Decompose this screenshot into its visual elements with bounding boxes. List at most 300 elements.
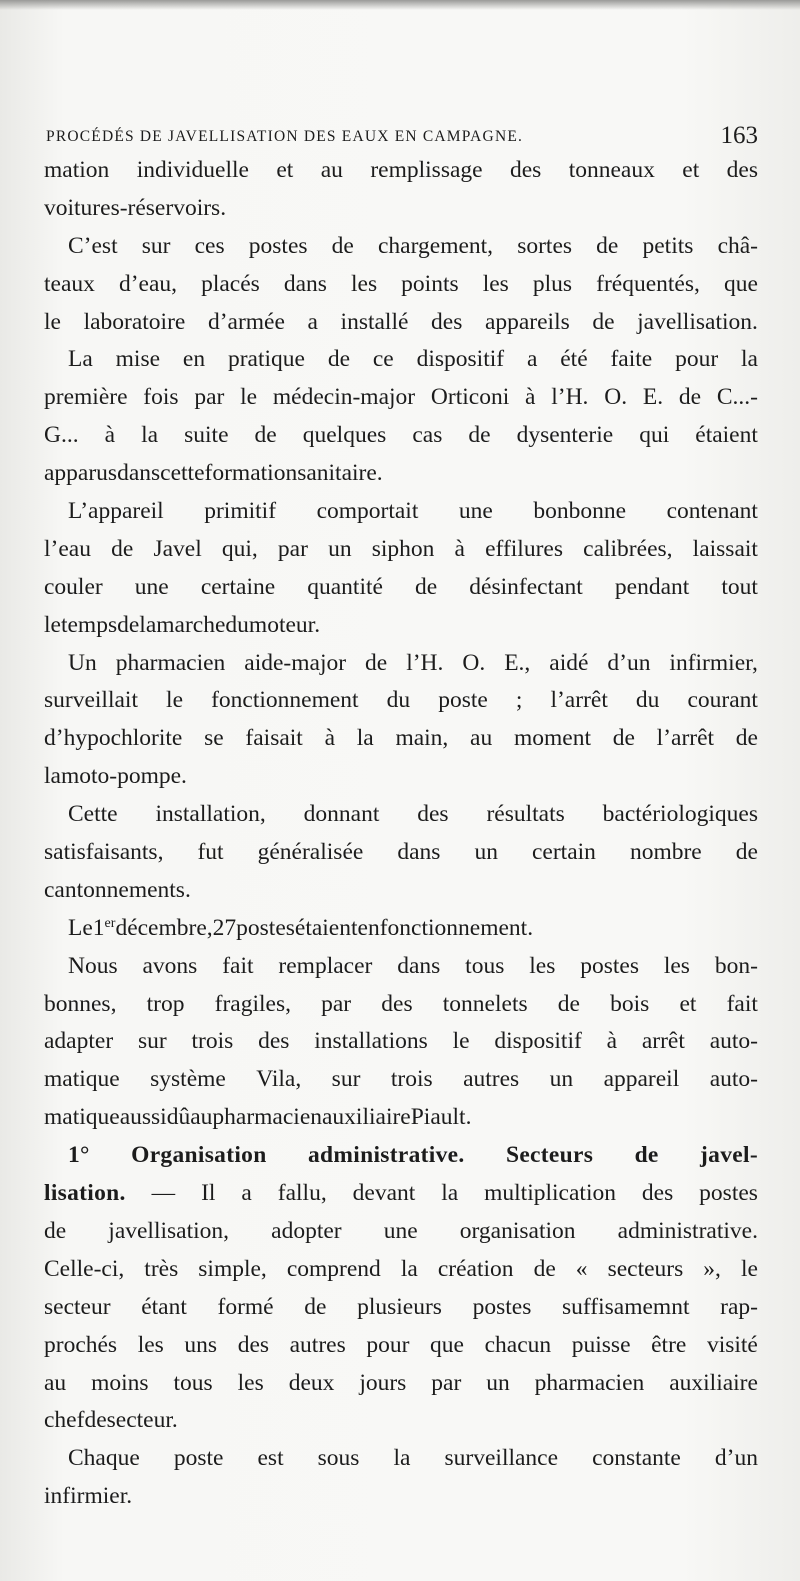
word: l’eau (44, 535, 91, 562)
word: O. (604, 384, 628, 411)
running-title: PROCÉDÉS DE JAVELLISATION DES EAUX EN CAMPAGNE. (46, 128, 524, 145)
word: javellisation, (108, 1217, 230, 1244)
word: la (393, 1445, 411, 1472)
word: des (726, 157, 758, 183)
word: en (357, 914, 380, 941)
word: les (482, 270, 509, 297)
word: bonbonne (533, 498, 627, 525)
word: dû (166, 1104, 191, 1131)
word: de (557, 990, 580, 1017)
text-line (44, 1023, 758, 1061)
word: le (44, 308, 61, 335)
word: des (417, 801, 449, 828)
word: par (431, 1369, 462, 1396)
word: médecin-major (272, 384, 416, 411)
word: autres (289, 1331, 346, 1358)
word: l’arrêt (550, 687, 608, 714)
word: organisation (459, 1217, 576, 1244)
word: plus (532, 270, 573, 297)
word: cas (412, 422, 443, 449)
word: Celle-ci, (44, 1255, 125, 1282)
word: de (117, 611, 140, 638)
word: une (383, 1217, 418, 1244)
word: de (304, 1293, 327, 1320)
word: surveillait (44, 687, 138, 714)
word: donnant (303, 801, 380, 828)
word: les (137, 1331, 164, 1358)
word: au (190, 1104, 213, 1131)
word: certain (531, 839, 596, 866)
word: O. (462, 649, 486, 676)
text-line (44, 872, 758, 910)
word: le (240, 384, 258, 411)
text-line (44, 569, 758, 607)
bold-word: lisation. (44, 1180, 126, 1207)
word: C’est (68, 232, 118, 259)
word: primitif (204, 498, 277, 525)
word: marche (156, 611, 226, 638)
word: pharmacien (115, 649, 226, 676)
word: 27 (212, 914, 237, 941)
word: administrative. (617, 1217, 758, 1244)
word: ces (194, 232, 225, 259)
word: appareil (603, 1066, 680, 1093)
word: postes (472, 1293, 532, 1320)
word: bon- (714, 952, 758, 979)
word: première (44, 384, 128, 411)
word: trois (191, 1028, 234, 1055)
word: tout (721, 573, 758, 600)
word: d’armée (207, 308, 285, 335)
word: Piault. (410, 1104, 472, 1131)
word: résultats (486, 801, 565, 828)
word: points (401, 270, 459, 297)
word: de (735, 725, 758, 752)
word: pharmacien (212, 1104, 322, 1131)
word: adopter (271, 1217, 342, 1244)
text-line (44, 910, 758, 948)
word: à (606, 1028, 618, 1055)
word: formé (217, 1293, 274, 1320)
bold-word: Organisation (131, 1142, 267, 1169)
word: en (182, 346, 206, 373)
word: châ- (717, 232, 758, 259)
word: postes (248, 232, 308, 259)
text-line (44, 455, 758, 493)
word: au (470, 725, 493, 752)
text-line (44, 1365, 758, 1403)
word: secteurs (607, 1255, 684, 1282)
word: teaux (44, 270, 95, 297)
word: mise (115, 346, 161, 373)
word: moins (91, 1369, 149, 1396)
text-line (44, 190, 758, 228)
word: été (560, 346, 588, 373)
word: des (237, 1331, 270, 1358)
word: voitures-réservoirs. (44, 194, 227, 221)
word: surveillance (444, 1445, 559, 1472)
bold-word: javel- (700, 1142, 758, 1169)
word: contenant (666, 498, 758, 525)
word: de (415, 573, 438, 600)
word: tous (173, 1369, 213, 1396)
word: puisse (571, 1331, 631, 1358)
word: les (351, 270, 378, 297)
bold-word: 1° (68, 1142, 90, 1169)
word: autres (463, 1066, 520, 1093)
word: de (612, 725, 635, 752)
word: des (509, 157, 542, 183)
word: Chaque (68, 1445, 140, 1472)
word: sanitaire. (297, 460, 383, 487)
word: que (723, 270, 758, 297)
word: auto- (709, 1028, 758, 1055)
word: que (430, 1331, 464, 1358)
text-line (44, 304, 758, 342)
word: », (703, 1255, 721, 1282)
word: moteur. (248, 611, 321, 638)
word: quantité (307, 573, 383, 600)
text-line (44, 266, 758, 304)
text-line (44, 758, 758, 796)
word: remplacer (278, 952, 373, 979)
word: placés (201, 270, 260, 297)
word: et (679, 990, 697, 1017)
word: Cette (68, 801, 118, 828)
word: deux (288, 1369, 335, 1396)
word: chef (44, 1407, 85, 1434)
word: adapter (44, 1028, 114, 1055)
word: fut (197, 839, 224, 866)
word: a (307, 308, 318, 335)
word: aide-major (244, 649, 347, 676)
word: étaient (695, 422, 758, 449)
word: des (381, 990, 413, 1017)
word: postes (580, 952, 639, 979)
text-line (44, 417, 758, 455)
page-number: 163 (720, 122, 758, 149)
word: un (474, 839, 498, 866)
word: satisfaisants, (44, 839, 164, 866)
word: E., (504, 649, 531, 676)
word: dispositif (416, 346, 505, 373)
word: cantonnements. (44, 876, 191, 903)
word: poste (438, 687, 488, 714)
word: système (150, 1066, 226, 1093)
word: javellisation. (637, 308, 758, 335)
word: faisait (245, 725, 303, 752)
word: de (365, 649, 388, 676)
text-line (44, 796, 758, 834)
word: la (356, 725, 374, 752)
word: l’arrêt (656, 725, 715, 752)
word: tonnelets (442, 990, 528, 1017)
word: Vila, (256, 1066, 302, 1093)
word: fait (726, 990, 758, 1017)
word: « (575, 1255, 588, 1282)
word: et (682, 157, 700, 183)
word: pharmacien (534, 1369, 645, 1396)
ordinal: 1er (92, 914, 116, 941)
text-line (44, 607, 758, 645)
word: installé (340, 308, 409, 335)
word: sous (317, 1445, 360, 1472)
word: au (44, 1369, 67, 1396)
word: jours (359, 1369, 407, 1396)
word: la (141, 422, 159, 449)
word: généralisée (257, 839, 364, 866)
text-line (44, 1175, 758, 1213)
word: Javel (153, 535, 202, 562)
word: installations (314, 1028, 428, 1055)
word: avons (142, 952, 198, 979)
word: moment (513, 725, 591, 752)
text-line (44, 834, 758, 872)
text-line (44, 1137, 758, 1175)
bold-word: administrative. (307, 1142, 465, 1169)
word: très (144, 1255, 179, 1282)
text-line (44, 1213, 758, 1251)
word: un (549, 1066, 574, 1093)
word: par (194, 384, 225, 411)
word: suite (184, 422, 229, 449)
word: Il (201, 1180, 216, 1207)
word: de (592, 308, 615, 335)
word: tous (465, 952, 505, 979)
word: du (635, 687, 660, 714)
word: main, (395, 725, 449, 752)
word: L’appareil (68, 498, 164, 525)
word: mation (44, 157, 110, 183)
word: un (486, 1369, 510, 1396)
word: devant (352, 1180, 416, 1207)
word: siphon (371, 535, 435, 562)
word: infirmier, (669, 649, 758, 676)
word: de (254, 422, 277, 449)
word: bonnes, (44, 990, 117, 1017)
word: matique (44, 1066, 120, 1093)
word: fait (222, 952, 254, 979)
word: simple, (198, 1255, 267, 1282)
word: laissait (692, 535, 758, 562)
word: ce (372, 346, 394, 373)
word: dysenterie (516, 422, 614, 449)
word: de (735, 839, 758, 866)
text-line (44, 682, 758, 720)
text-line (44, 1327, 758, 1365)
word: d’eau, (118, 270, 178, 297)
word: étaient (294, 914, 358, 941)
word: — (151, 1180, 176, 1207)
text-line (44, 1099, 758, 1137)
word: ; (515, 687, 523, 714)
word: de (111, 535, 134, 562)
word: des (431, 308, 463, 335)
ordinal-suffix: er (104, 915, 116, 931)
text-line (44, 152, 758, 190)
text-line (44, 720, 758, 758)
word: fallu, (277, 1180, 327, 1207)
word: Un (68, 649, 97, 676)
word: trop (146, 990, 185, 1017)
word: pendant (614, 573, 690, 600)
word: nombre (629, 839, 702, 866)
word: pour (675, 346, 719, 373)
word: chargement, (378, 232, 494, 259)
word: création (437, 1255, 514, 1282)
word: fois (143, 384, 179, 411)
word: se (204, 725, 224, 752)
word: le (166, 687, 184, 714)
word: cette (160, 460, 205, 487)
word: dans (397, 952, 441, 979)
word: uns (184, 1331, 218, 1358)
word: une (134, 573, 169, 600)
text-line (44, 1402, 758, 1440)
word: comportait (316, 498, 419, 525)
word: le (44, 611, 61, 638)
text-line (44, 1251, 758, 1289)
word: par (321, 990, 352, 1017)
text-line (44, 645, 758, 683)
word: être (651, 1331, 687, 1358)
word: arrêt (641, 1028, 685, 1055)
word: des (258, 1028, 290, 1055)
word: remplissage (370, 157, 483, 183)
word: plusieurs (357, 1293, 442, 1320)
word: et (276, 157, 294, 183)
word: multiplication (484, 1180, 616, 1207)
word: postes (699, 1180, 758, 1207)
text-line (44, 948, 758, 986)
word: installation, (155, 801, 266, 828)
word: formation (204, 460, 298, 487)
word: désinfectant (469, 573, 583, 600)
word: rap- (720, 1293, 758, 1320)
word: appareils (484, 308, 570, 335)
word: un (328, 535, 352, 562)
word: la (741, 346, 758, 373)
word: pour (366, 1331, 410, 1358)
word: bactériologiques (602, 801, 758, 828)
word: secteur. (106, 1407, 178, 1434)
word: du (225, 611, 249, 638)
word: au (320, 157, 343, 183)
word: de (468, 422, 491, 449)
word: quelques (302, 422, 387, 449)
body-text (44, 152, 758, 1516)
bold-word: de (634, 1142, 659, 1169)
word: C...- (716, 384, 758, 411)
word: a (241, 1180, 252, 1207)
word: auto- (709, 1066, 758, 1093)
text-line (44, 228, 758, 266)
running-header (46, 122, 758, 152)
word: sur (137, 1028, 167, 1055)
word: d’un (607, 649, 651, 676)
word: E. (642, 384, 664, 411)
word: laboratoire (83, 308, 186, 335)
word: faite (610, 346, 653, 373)
word: pratique (227, 346, 305, 373)
word: est (257, 1445, 284, 1472)
word: certaine (200, 573, 276, 600)
word: fonctionnement (211, 687, 359, 714)
word: La (68, 346, 93, 373)
word: les (237, 1369, 264, 1396)
word: constante (592, 1445, 681, 1472)
text-line (44, 531, 758, 569)
word: suffisamemnt (561, 1293, 690, 1320)
word: l’H. (551, 384, 589, 411)
text-line (44, 379, 758, 417)
word: secteur (44, 1293, 111, 1320)
word: qui (639, 422, 670, 449)
word: courant (687, 687, 758, 714)
word: temps (60, 611, 118, 638)
word: moto-pompe. (60, 763, 187, 790)
word: de (331, 232, 354, 259)
word: sur (141, 232, 171, 259)
word: la (441, 1180, 459, 1207)
word: sur (331, 1066, 361, 1093)
word: postes (236, 914, 295, 941)
text-line (44, 341, 758, 379)
word: les (529, 952, 556, 979)
word: de (533, 1255, 556, 1282)
word: poste (173, 1445, 224, 1472)
word: Orticoni (430, 384, 510, 411)
word: la (44, 763, 61, 790)
word: par (277, 535, 308, 562)
word: dispositif (494, 1028, 582, 1055)
word: chacun (484, 1331, 552, 1358)
word: le (452, 1028, 470, 1055)
word: la (400, 1255, 418, 1282)
word: du (386, 687, 411, 714)
word: à (324, 725, 335, 752)
word: de (327, 346, 350, 373)
word: des (641, 1180, 674, 1207)
word: apparus (44, 460, 118, 487)
word: dans (117, 460, 161, 487)
word: couler (44, 573, 103, 600)
word: petits (642, 232, 694, 259)
word: fragiles, (214, 990, 291, 1017)
word: les (663, 952, 690, 979)
word: de (596, 232, 619, 259)
word: effilures (485, 535, 563, 562)
bold-word: Secteurs (505, 1142, 594, 1169)
word: aussi (119, 1104, 167, 1131)
word: qui, (221, 535, 258, 562)
word: calibrées, (583, 535, 673, 562)
word: de (44, 1217, 67, 1244)
word: individuelle (136, 157, 249, 183)
word: une (458, 498, 493, 525)
word: auxiliaire (669, 1369, 758, 1396)
word: la (139, 611, 157, 638)
word: prochés (44, 1331, 118, 1358)
word: à (454, 535, 465, 562)
word: étant (141, 1293, 187, 1320)
word: décembre, (115, 914, 213, 941)
text-line (44, 1478, 758, 1516)
word: dans (283, 270, 327, 297)
word: trois (390, 1066, 433, 1093)
word: l’H. (406, 649, 444, 676)
word: aidé (549, 649, 589, 676)
